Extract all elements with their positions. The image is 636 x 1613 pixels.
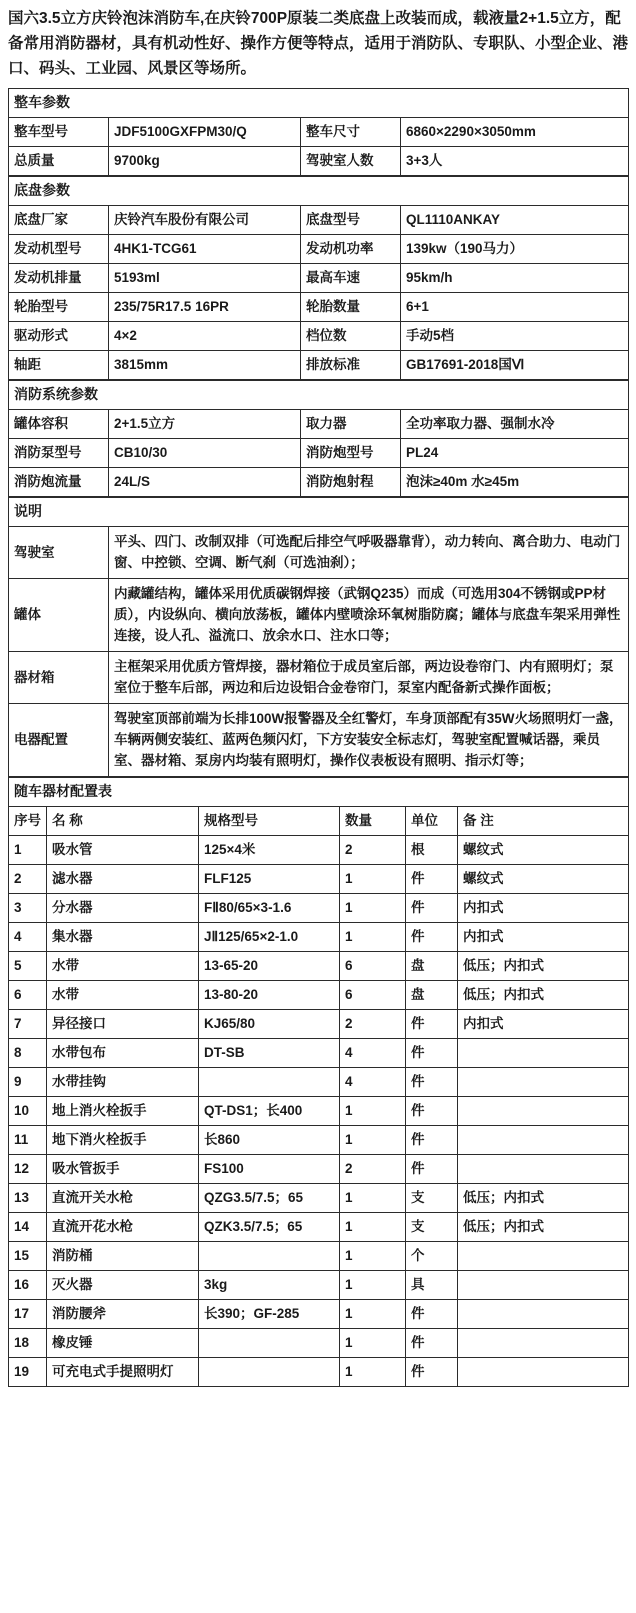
cell-index: 4 bbox=[9, 923, 47, 952]
table-row bbox=[9, 1184, 629, 1213]
cell-name: 直流开花水枪 bbox=[47, 1213, 199, 1242]
table-row bbox=[9, 1155, 629, 1184]
cell-label: 驾驶室 bbox=[9, 527, 109, 579]
cell-remark bbox=[458, 1155, 629, 1184]
cell-remark: 低压；内扣式 bbox=[458, 981, 629, 1010]
cell-model: JⅡ125/65×2-1.0 bbox=[199, 923, 340, 952]
cell-model bbox=[199, 1242, 340, 1271]
section-title-vehicle: 整车参数 bbox=[9, 89, 629, 118]
cell-value: 全功率取力器、强制水冷 bbox=[401, 410, 629, 439]
cell-model: 125×4米 bbox=[199, 836, 340, 865]
cell-value: PL24 bbox=[401, 439, 629, 468]
column-header-index: 序号 bbox=[9, 807, 47, 836]
cell-label: 排放标准 bbox=[301, 351, 401, 380]
cell-index: 14 bbox=[9, 1213, 47, 1242]
cell-quantity: 6 bbox=[340, 981, 406, 1010]
section-title-chassis: 底盘参数 bbox=[9, 177, 629, 206]
cell-remark: 螺纹式 bbox=[458, 865, 629, 894]
table-row bbox=[9, 527, 629, 579]
table-row bbox=[9, 206, 629, 235]
cell-value: 内藏罐结构，罐体采用优质碳钢焊接（武钢Q235）而成（可选用304不锈钢或PP材质），内设纵向、横向放荡板，罐体内壁喷涂环氧树脂防腐；罐体与底盘车架采用弹性连接，设人孔、溢流口、放余水口、注水口等； bbox=[109, 579, 629, 652]
cell-remark bbox=[458, 1126, 629, 1155]
cell-model: 长860 bbox=[199, 1126, 340, 1155]
cell-remark bbox=[458, 1271, 629, 1300]
table-row bbox=[9, 1010, 629, 1039]
cell-remark: 螺纹式 bbox=[458, 836, 629, 865]
cell-unit: 件 bbox=[406, 1126, 458, 1155]
cell-value: 驾驶室顶部前端为长排100W报警器及全红警灯，车身顶部配有35W火场照明灯一盏，车辆两侧安装红、蓝两色频闪灯，下方安装安全标志灯，驾驶室配置喊话器，乘员室、器材箱、泵房内均装有照明灯，操作仪表板设有照明、指示灯等； bbox=[109, 704, 629, 777]
cell-label: 整车型号 bbox=[9, 118, 109, 147]
cell-quantity: 1 bbox=[340, 1300, 406, 1329]
cell-remark: 内扣式 bbox=[458, 894, 629, 923]
cell-index: 18 bbox=[9, 1329, 47, 1358]
cell-value: 5193ml bbox=[109, 264, 301, 293]
cell-remark bbox=[458, 1329, 629, 1358]
cell-unit: 件 bbox=[406, 1097, 458, 1126]
table-row bbox=[9, 836, 629, 865]
vehicle-params-table bbox=[8, 88, 629, 176]
cell-unit: 个 bbox=[406, 1242, 458, 1271]
cell-index: 17 bbox=[9, 1300, 47, 1329]
cell-index: 16 bbox=[9, 1271, 47, 1300]
cell-name: 水带包布 bbox=[47, 1039, 199, 1068]
column-header-quantity: 数量 bbox=[340, 807, 406, 836]
cell-name: 集水器 bbox=[47, 923, 199, 952]
cell-label: 整车尺寸 bbox=[301, 118, 401, 147]
cell-unit: 件 bbox=[406, 1300, 458, 1329]
cell-value: 主框架采用优质方管焊接，器材箱位于成员室后部，两边设卷帘门、内有照明灯；泵室位于整车后部，两边和后边设铝合金卷帘门，泵室内配备新式操作面板； bbox=[109, 652, 629, 704]
cell-value: CB10/30 bbox=[109, 439, 301, 468]
cell-label: 发动机排量 bbox=[9, 264, 109, 293]
table-row bbox=[9, 1213, 629, 1242]
cell-index: 15 bbox=[9, 1242, 47, 1271]
cell-label: 档位数 bbox=[301, 322, 401, 351]
cell-index: 3 bbox=[9, 894, 47, 923]
cell-unit: 件 bbox=[406, 865, 458, 894]
table-header-row bbox=[9, 807, 629, 836]
cell-label: 发动机型号 bbox=[9, 235, 109, 264]
table-row bbox=[9, 1358, 629, 1387]
cell-model: FLF125 bbox=[199, 865, 340, 894]
cell-unit: 件 bbox=[406, 923, 458, 952]
cell-value: 6860×2290×3050mm bbox=[401, 118, 629, 147]
cell-name: 水带 bbox=[47, 952, 199, 981]
table-row bbox=[9, 1271, 629, 1300]
cell-model: 13-80-20 bbox=[199, 981, 340, 1010]
cell-model bbox=[199, 1329, 340, 1358]
cell-unit: 件 bbox=[406, 1068, 458, 1097]
table-row bbox=[9, 1126, 629, 1155]
chassis-params-table bbox=[8, 176, 629, 380]
section-header-row bbox=[9, 89, 629, 118]
notes-table bbox=[8, 497, 629, 777]
table-row bbox=[9, 410, 629, 439]
cell-index: 2 bbox=[9, 865, 47, 894]
cell-unit: 件 bbox=[406, 1358, 458, 1387]
cell-label: 取力器 bbox=[301, 410, 401, 439]
cell-label: 电器配置 bbox=[9, 704, 109, 777]
cell-value: 24L/S bbox=[109, 468, 301, 497]
cell-label: 消防炮流量 bbox=[9, 468, 109, 497]
cell-quantity: 1 bbox=[340, 1213, 406, 1242]
cell-value: 3+3人 bbox=[401, 147, 629, 176]
cell-label: 最高车速 bbox=[301, 264, 401, 293]
table-row bbox=[9, 894, 629, 923]
cell-quantity: 1 bbox=[340, 1126, 406, 1155]
cell-index: 13 bbox=[9, 1184, 47, 1213]
cell-model: 长390；GF-285 bbox=[199, 1300, 340, 1329]
cell-name: 水带 bbox=[47, 981, 199, 1010]
cell-index: 9 bbox=[9, 1068, 47, 1097]
cell-label: 消防泵型号 bbox=[9, 439, 109, 468]
cell-label: 轮胎数量 bbox=[301, 293, 401, 322]
cell-quantity: 1 bbox=[340, 923, 406, 952]
cell-remark bbox=[458, 1097, 629, 1126]
cell-label: 罐体 bbox=[9, 579, 109, 652]
cell-value: 4HK1-TCG61 bbox=[109, 235, 301, 264]
cell-value: 9700kg bbox=[109, 147, 301, 176]
cell-quantity: 2 bbox=[340, 836, 406, 865]
cell-value: JDF5100GXFPM30/Q bbox=[109, 118, 301, 147]
cell-name: 吸水管 bbox=[47, 836, 199, 865]
cell-label: 发动机功率 bbox=[301, 235, 401, 264]
section-title-equipment: 随车器材配置表 bbox=[9, 778, 629, 807]
cell-name: 橡皮锤 bbox=[47, 1329, 199, 1358]
cell-model: QZK3.5/7.5；65 bbox=[199, 1213, 340, 1242]
equipment-table bbox=[8, 777, 629, 1387]
cell-name: 可充电式手提照明灯 bbox=[47, 1358, 199, 1387]
cell-label: 器材箱 bbox=[9, 652, 109, 704]
cell-quantity: 1 bbox=[340, 1184, 406, 1213]
cell-label: 罐体容积 bbox=[9, 410, 109, 439]
table-row bbox=[9, 1242, 629, 1271]
cell-unit: 件 bbox=[406, 894, 458, 923]
cell-index: 8 bbox=[9, 1039, 47, 1068]
cell-label: 驱动形式 bbox=[9, 322, 109, 351]
cell-remark bbox=[458, 1068, 629, 1097]
cell-remark: 内扣式 bbox=[458, 923, 629, 952]
cell-model: KJ65/80 bbox=[199, 1010, 340, 1039]
cell-model: FⅡ80/65×3-1.6 bbox=[199, 894, 340, 923]
cell-unit: 支 bbox=[406, 1213, 458, 1242]
table-row bbox=[9, 264, 629, 293]
cell-model: DT-SB bbox=[199, 1039, 340, 1068]
cell-unit: 支 bbox=[406, 1184, 458, 1213]
cell-label: 总质量 bbox=[9, 147, 109, 176]
cell-quantity: 1 bbox=[340, 865, 406, 894]
section-header-row bbox=[9, 381, 629, 410]
cell-index: 1 bbox=[9, 836, 47, 865]
cell-value: 庆铃汽车股份有限公司 bbox=[109, 206, 301, 235]
cell-model: QT-DS1；长400 bbox=[199, 1097, 340, 1126]
cell-name: 吸水管扳手 bbox=[47, 1155, 199, 1184]
cell-quantity: 2 bbox=[340, 1010, 406, 1039]
column-header-remark: 备 注 bbox=[458, 807, 629, 836]
table-row bbox=[9, 704, 629, 777]
cell-remark bbox=[458, 1300, 629, 1329]
cell-quantity: 6 bbox=[340, 952, 406, 981]
cell-value: 2+1.5立方 bbox=[109, 410, 301, 439]
cell-remark: 低压；内扣式 bbox=[458, 1184, 629, 1213]
cell-label: 底盘型号 bbox=[301, 206, 401, 235]
cell-quantity: 1 bbox=[340, 1271, 406, 1300]
table-row bbox=[9, 1097, 629, 1126]
cell-model: 3kg bbox=[199, 1271, 340, 1300]
cell-label: 驾驶室人数 bbox=[301, 147, 401, 176]
cell-unit: 件 bbox=[406, 1039, 458, 1068]
cell-model bbox=[199, 1358, 340, 1387]
table-row bbox=[9, 1039, 629, 1068]
cell-value: 平头、四门、改制双排（可选配后排空气呼吸器靠背），动力转向、离合助力、电动门窗、中控锁、空调、断气刹（可选油刹）； bbox=[109, 527, 629, 579]
cell-unit: 件 bbox=[406, 1010, 458, 1039]
cell-remark: 内扣式 bbox=[458, 1010, 629, 1039]
table-row bbox=[9, 865, 629, 894]
table-row bbox=[9, 1068, 629, 1097]
table-row bbox=[9, 147, 629, 176]
cell-model bbox=[199, 1068, 340, 1097]
section-title-notes: 说明 bbox=[9, 498, 629, 527]
section-header-row bbox=[9, 498, 629, 527]
table-row bbox=[9, 118, 629, 147]
table-row bbox=[9, 1329, 629, 1358]
cell-quantity: 2 bbox=[340, 1155, 406, 1184]
cell-index: 6 bbox=[9, 981, 47, 1010]
cell-index: 19 bbox=[9, 1358, 47, 1387]
cell-quantity: 4 bbox=[340, 1039, 406, 1068]
cell-value: 泡沫≥40m 水≥45m bbox=[401, 468, 629, 497]
fire-system-params-table bbox=[8, 380, 629, 497]
column-header-model: 规格型号 bbox=[199, 807, 340, 836]
cell-quantity: 1 bbox=[340, 894, 406, 923]
cell-quantity: 1 bbox=[340, 1329, 406, 1358]
cell-label: 底盘厂家 bbox=[9, 206, 109, 235]
cell-name: 地上消火栓扳手 bbox=[47, 1097, 199, 1126]
table-row bbox=[9, 1300, 629, 1329]
intro-paragraph: 国六3.5立方庆铃泡沫消防车,在庆铃700P原装二类底盘上改装而成，载液量2+1.5立方，配备常用消防器材，具有机动性好、操作方便等特点，适用于消防队、专职队、小型企业、港口、码头、工业园、风景区等场所。 bbox=[8, 10, 629, 77]
table-row bbox=[9, 652, 629, 704]
cell-name: 直流开关水枪 bbox=[47, 1184, 199, 1213]
section-header-row bbox=[9, 778, 629, 807]
cell-label: 轮胎型号 bbox=[9, 293, 109, 322]
cell-unit: 件 bbox=[406, 1329, 458, 1358]
section-title-fire-system: 消防系统参数 bbox=[9, 381, 629, 410]
cell-remark: 低压；内扣式 bbox=[458, 1213, 629, 1242]
cell-unit: 盘 bbox=[406, 981, 458, 1010]
cell-name: 消防腰斧 bbox=[47, 1300, 199, 1329]
cell-model: 13-65-20 bbox=[199, 952, 340, 981]
cell-index: 5 bbox=[9, 952, 47, 981]
table-row bbox=[9, 952, 629, 981]
cell-value: 4×2 bbox=[109, 322, 301, 351]
cell-unit: 盘 bbox=[406, 952, 458, 981]
cell-value: GB17691-2018国Ⅵ bbox=[401, 351, 629, 380]
table-row bbox=[9, 468, 629, 497]
cell-remark bbox=[458, 1242, 629, 1271]
cell-remark bbox=[458, 1358, 629, 1387]
cell-name: 灭火器 bbox=[47, 1271, 199, 1300]
cell-remark bbox=[458, 1039, 629, 1068]
cell-index: 10 bbox=[9, 1097, 47, 1126]
table-row bbox=[9, 579, 629, 652]
cell-model: QZG3.5/7.5；65 bbox=[199, 1184, 340, 1213]
cell-quantity: 1 bbox=[340, 1097, 406, 1126]
cell-value: 手动5档 bbox=[401, 322, 629, 351]
cell-name: 分水器 bbox=[47, 894, 199, 923]
cell-unit: 件 bbox=[406, 1155, 458, 1184]
table-row bbox=[9, 439, 629, 468]
cell-value: 139kw（190马力） bbox=[401, 235, 629, 264]
cell-name: 异径接口 bbox=[47, 1010, 199, 1039]
cell-index: 7 bbox=[9, 1010, 47, 1039]
cell-quantity: 4 bbox=[340, 1068, 406, 1097]
cell-index: 12 bbox=[9, 1155, 47, 1184]
cell-index: 11 bbox=[9, 1126, 47, 1155]
cell-label: 轴距 bbox=[9, 351, 109, 380]
table-row bbox=[9, 981, 629, 1010]
cell-remark: 低压；内扣式 bbox=[458, 952, 629, 981]
cell-model: FS100 bbox=[199, 1155, 340, 1184]
cell-quantity: 1 bbox=[340, 1242, 406, 1271]
cell-label: 消防炮射程 bbox=[301, 468, 401, 497]
section-header-row bbox=[9, 177, 629, 206]
column-header-name: 名 称 bbox=[47, 807, 199, 836]
cell-unit: 根 bbox=[406, 836, 458, 865]
cell-name: 水带挂钩 bbox=[47, 1068, 199, 1097]
table-row bbox=[9, 293, 629, 322]
cell-value: 6+1 bbox=[401, 293, 629, 322]
table-row bbox=[9, 351, 629, 380]
cell-value: QL1110ANKAY bbox=[401, 206, 629, 235]
cell-value: 235/75R17.5 16PR bbox=[109, 293, 301, 322]
cell-unit: 具 bbox=[406, 1271, 458, 1300]
table-row bbox=[9, 235, 629, 264]
cell-quantity: 1 bbox=[340, 1358, 406, 1387]
cell-name: 地下消火栓扳手 bbox=[47, 1126, 199, 1155]
cell-value: 95km/h bbox=[401, 264, 629, 293]
table-row bbox=[9, 322, 629, 351]
cell-label: 消防炮型号 bbox=[301, 439, 401, 468]
cell-value: 3815mm bbox=[109, 351, 301, 380]
cell-name: 消防桶 bbox=[47, 1242, 199, 1271]
table-row bbox=[9, 923, 629, 952]
column-header-unit: 单位 bbox=[406, 807, 458, 836]
cell-name: 滤水器 bbox=[47, 865, 199, 894]
